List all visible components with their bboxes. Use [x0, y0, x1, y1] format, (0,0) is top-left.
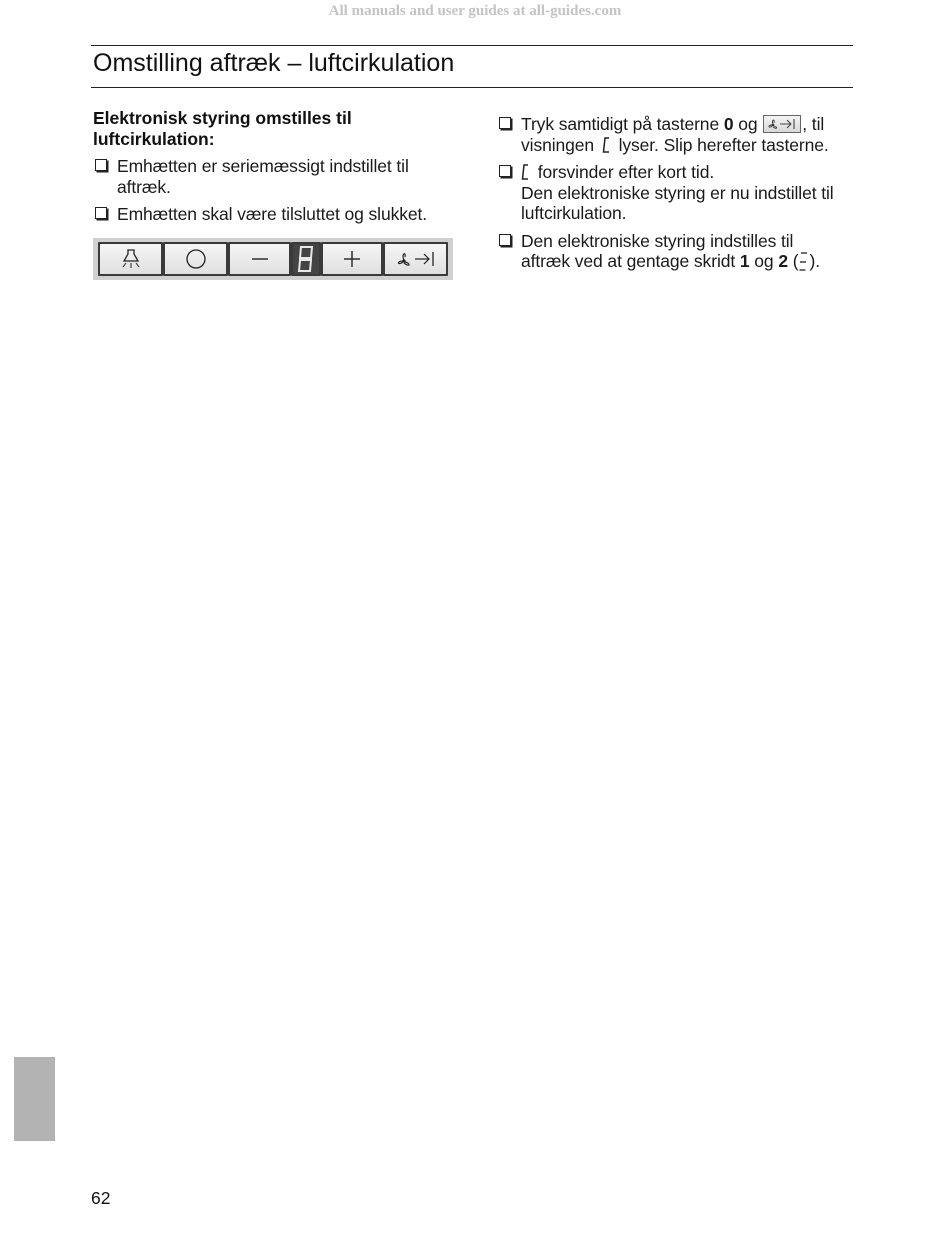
watermark: All manuals and user guides at all-guides.com: [328, 3, 622, 19]
text: og: [733, 114, 763, 134]
display-c-glyph-icon: [602, 137, 611, 154]
text: og: [749, 251, 779, 271]
fan-arrow-icon: [393, 248, 439, 270]
section-heading: Elektronisk styring omstilles til luftcirkulation:: [93, 108, 352, 149]
text: Den elektroniske styring er nu indstillet til luftcirkulation.: [521, 182, 834, 223]
minus-icon: [249, 249, 271, 269]
lamp-icon: [119, 248, 143, 270]
step-reference: 2: [778, 251, 788, 271]
key-reference: 0: [723, 114, 734, 134]
list-item: [93, 156, 458, 197]
step-reference: 1: [739, 251, 750, 271]
list-item: [497, 162, 857, 224]
list-item: [93, 204, 458, 225]
plus-key: [321, 242, 383, 276]
list-item: [497, 231, 857, 273]
text: lyser. Slip herefter tasterne.: [613, 134, 829, 155]
title-rule-top: [91, 45, 853, 46]
circle-icon: [184, 247, 208, 271]
plus-icon: [341, 248, 363, 270]
display-dash-glyph-icon: [798, 251, 809, 272]
fan-key-inline-icon: [763, 115, 801, 133]
checkbox-bullet-icon: [499, 165, 511, 177]
digit-display: [291, 242, 321, 276]
text: ).: [809, 251, 820, 271]
fan-intensive-key: [383, 242, 448, 276]
seven-segment-display: [296, 245, 316, 273]
minus-key: [228, 242, 291, 276]
page-number: 62: [91, 1188, 111, 1208]
left-column: [93, 108, 458, 232]
checkbox-bullet-icon: [499, 117, 511, 129]
text: visningen: [521, 134, 599, 155]
list-item: [497, 114, 857, 155]
list-item-text: Emhætten er seriemæssigt indstillet til aftræk.: [117, 156, 409, 197]
text: , til: [802, 114, 825, 134]
text: Tryk samtidigt på tasterne: [521, 114, 724, 134]
list-item-text: Emhætten skal være tilsluttet og slukket.: [117, 204, 428, 224]
checkbox-bullet-icon: [499, 234, 511, 246]
off-key: [163, 242, 228, 276]
page-title: Omstilling aftræk – luftcirkulation: [93, 49, 455, 77]
checkbox-bullet-icon: [95, 159, 107, 171]
text: aftræk ved at gentage skridt: [521, 251, 740, 271]
checkbox-bullet-icon: [95, 207, 107, 219]
right-column: [497, 114, 857, 279]
lamp-key: [98, 242, 163, 276]
title-rule-bottom: [91, 87, 853, 88]
text: Den elektroniske styring indstilles til: [521, 230, 794, 251]
control-panel-illustration: [93, 238, 453, 280]
text: forsvinder efter kort tid.: [533, 162, 715, 182]
text: (: [787, 251, 799, 271]
side-tab-marker: [14, 1057, 55, 1141]
display-c-glyph-icon: [521, 164, 530, 181]
